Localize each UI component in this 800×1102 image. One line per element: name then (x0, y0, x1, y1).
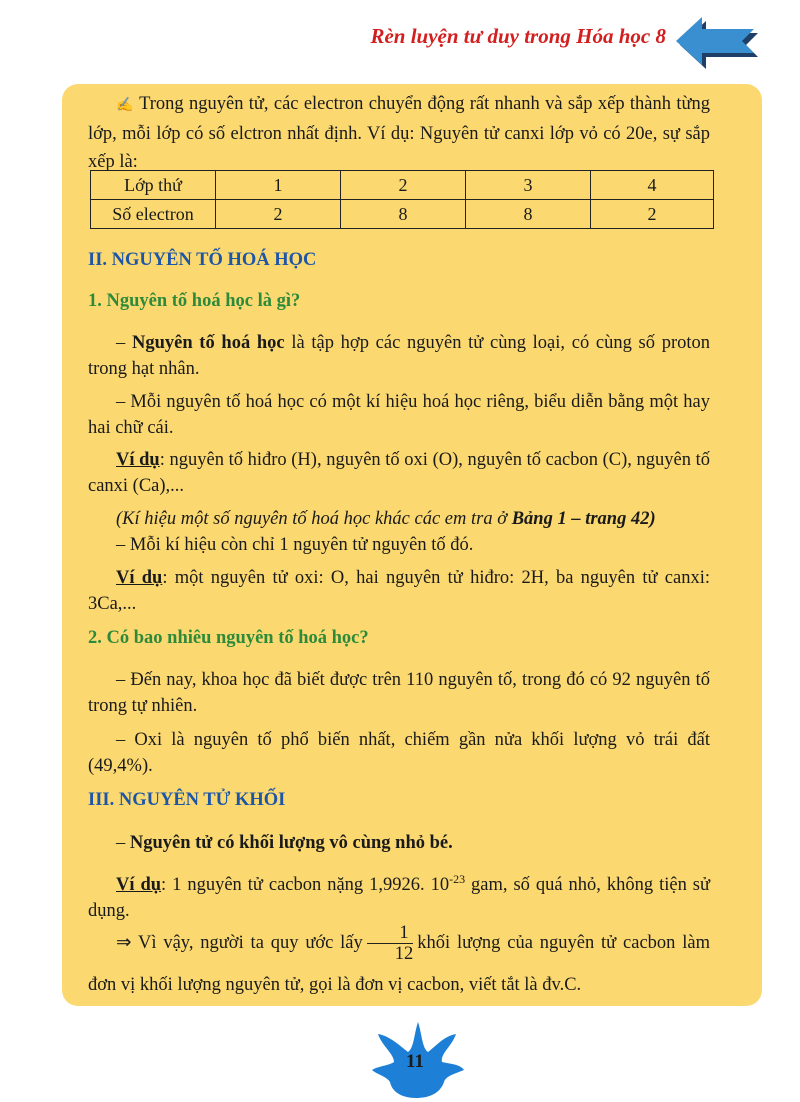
note-text: (Kí hiệu một số nguyên tố hoá học khác các em tra ở (116, 509, 512, 529)
conclusion-paragraph (88, 922, 710, 1006)
paragraph: – Đến nay, khoa học đã biết được trên 110 nguyên tố, trong đó có 92 nguyên tố trong tự nhiên. (88, 670, 710, 716)
table-row (91, 200, 714, 229)
example-paragraph (88, 866, 710, 924)
paragraph-text: là tập hợp các nguyên tử cùng loại, có cùng số proton trong hạt nhân. (88, 333, 710, 379)
paragraph-bold: Nguyên tử có khối lượng vô cùng nhỏ bé. (129, 833, 453, 853)
paragraph-text: khối lượng của nguyên tử cacbon làm đơn vị khối lượng nguyên tử, gọi là đơn vị cacbon, viết tắt là đv.C. (88, 933, 710, 996)
note-reference: Bảng 1 – trang 42) (511, 509, 656, 529)
paragraph-text: ⇒ Vì vậy, người ta quy ước lấy (116, 933, 363, 953)
section-heading: III. NGUYÊN TỬ KHỐI (88, 790, 286, 810)
paragraph: – Oxi là nguyên tố phổ biến nhất, chiếm gần nửa khối lượng vỏ trái đất (49,4%). (88, 730, 710, 776)
example-text: gam, số quá nhỏ, không tiện sử dụng. (88, 875, 711, 922)
subsection-heading: 1. Nguyên tố hoá học là gì? (88, 291, 301, 311)
intro-text: Trong nguyên tử, các electron chuyển động rất nhanh và sắp xếp thành từng lớp, mỗi lớp có số elctron nhất định. Ví dụ: Nguyên tử canxi lớp vỏ có 20e, sự sắp xếp là: (88, 94, 710, 172)
exponent: -23 (449, 872, 466, 886)
table-cell: 4 (591, 171, 714, 200)
table-cell: 8 (466, 200, 591, 229)
fraction (367, 923, 414, 964)
example-label: Ví dụ (116, 875, 162, 896)
note-paragraph (88, 506, 710, 532)
example-text: : 1 nguyên tử cacbon nặng 1,9926. 10 (161, 875, 450, 896)
table-cell: 2 (591, 200, 714, 229)
table-cell: 2 (216, 200, 341, 229)
arrow-left-icon (674, 14, 758, 70)
example-paragraph (88, 565, 710, 617)
page-number: 11 (406, 1051, 424, 1072)
table-cell: 1 (216, 171, 341, 200)
term-bold: Nguyên tố hoá học (131, 333, 285, 353)
pencil-icon: ✍ (116, 98, 135, 113)
intro-paragraph (88, 90, 710, 176)
running-header-title: Rèn luyện tư duy trong Hóa học 8 (370, 24, 666, 48)
example-label: Ví dụ (116, 568, 163, 588)
example-text: : nguyên tố hiđro (H), nguyên tố oxi (O), nguyên tố cacbon (C), nguyên tố canxi (Ca),... (88, 450, 710, 496)
table-row (91, 171, 714, 200)
table-cell: Số electron (91, 200, 216, 229)
fraction-numerator: 1 (367, 923, 414, 944)
table-cell: Lớp thứ (91, 171, 216, 200)
paragraph: – Mỗi nguyên tố hoá học có một kí hiệu hoá học riêng, biểu diễn bằng một hay hai chữ cái. (88, 392, 710, 438)
table-cell: 3 (466, 171, 591, 200)
example-label: Ví dụ (116, 450, 160, 470)
paragraph: – Mỗi kí hiệu còn chỉ 1 nguyên tử nguyên tố đó. (116, 535, 474, 555)
fraction-denominator: 12 (394, 944, 414, 965)
electron-shell-table (90, 170, 714, 229)
example-paragraph (88, 447, 710, 499)
paragraph: – Nguyên tử có khối lượng vô cùng nhỏ bé. (116, 833, 453, 853)
paragraph: – Nguyên tố hoá học là tập hợp các nguyên tử cùng loại, có cùng số proton trong hạt nhân. (88, 333, 710, 379)
section-heading: II. NGUYÊN TỐ HOÁ HỌC (88, 250, 317, 270)
example-text: : một nguyên tử oxi: O, hai nguyên tử hiđro: 2H, ba nguyên tử canxi: 3Ca,... (88, 568, 710, 614)
table-cell: 8 (341, 200, 466, 229)
subsection-heading: 2. Có bao nhiêu nguyên tố hoá học? (88, 628, 369, 648)
table-cell: 2 (341, 171, 466, 200)
